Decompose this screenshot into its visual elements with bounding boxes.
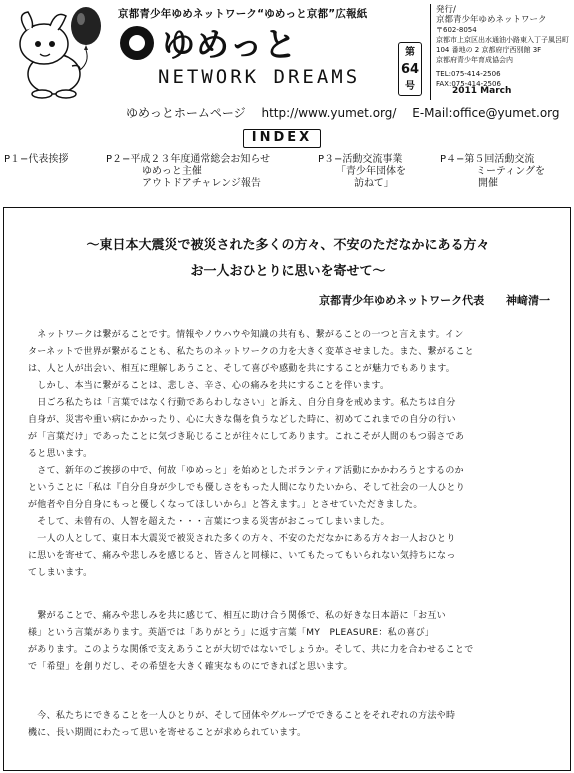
- publisher-label: 発行/: [436, 5, 456, 15]
- article-text-line: ターネットで世界が繋がることも、私たちのネットワークの力を大きく変革させました。また、繋がること: [28, 347, 474, 357]
- toc-item-line: アウトドアチャレンジ報告: [142, 178, 261, 189]
- article-text-line: そして、未曾有の、人智を超えた・・・言葉につまる災害がおこってしまいました。: [28, 517, 390, 527]
- article-text-line: ということに「私は『自分自身が少しでも優しさをもった人間になりたいから、そして社会の一人ひとり: [28, 483, 466, 493]
- toc-item-line: 開催: [478, 178, 498, 189]
- toc-item-p2[interactable]: [106, 154, 270, 190]
- article-text-line: ネットワークは繋がることです。情報やノウハウや知識の共有も、繋がることの一つと言えます。イン: [28, 330, 464, 340]
- article-author: [301, 292, 550, 308]
- issue-number-badge: [398, 42, 422, 96]
- author-org: 京都青少年ゆめネットワーク代表: [319, 294, 485, 307]
- email-link[interactable]: E-Mail:office@yumet.org: [412, 106, 560, 120]
- article-text-line: は、人と人が出会い、相互に理解しあうこと、そして喜びや感動を共にすることが魅力でもあります。: [28, 364, 456, 374]
- toc-item-line: P３−活動交流事業: [318, 154, 403, 165]
- logo-mark-icon: [120, 26, 154, 60]
- index-heading: INDEX: [243, 129, 321, 148]
- article-paragraph: [28, 608, 548, 676]
- toc-item-line: P４−第５回活動交流: [440, 154, 535, 165]
- toc-item-line: ミーティングを: [476, 166, 545, 177]
- publisher-address-3: 京都府青少年育成協会内: [436, 56, 513, 64]
- homepage-line: [126, 104, 570, 121]
- article-text-line: ると思います。: [28, 449, 93, 459]
- toc-item-p4[interactable]: [440, 154, 545, 190]
- article-text-line: が他者や自分自身にもっと優しくなってほしいから』と答えます。」とさせていただきました。: [28, 500, 423, 510]
- header-divider: [430, 4, 431, 100]
- toc-item-line: ゆめっと主催: [142, 166, 202, 177]
- publisher-address-2: 104 番地の 2 京都府庁西別館 3F: [436, 46, 542, 54]
- article-text-line: てしまいます。: [28, 568, 93, 578]
- issue-date: 2011 March: [452, 86, 512, 96]
- author-name: 神﨑清一: [506, 294, 550, 307]
- article-paragraph: [28, 327, 548, 582]
- article-text-line: 様」という言葉があります。英語では「ありがとう」に返す言葉「MY PLEASURE：私の喜び」: [28, 628, 435, 638]
- article-text-line: に思いを寄せて、痛みや悲しみを感じると、皆さんと同様に、いてもたってもいられない気持ちになっ: [28, 551, 456, 561]
- publisher-postal: 〒602-8054: [436, 26, 477, 34]
- article-text-line: 機に、長い期間にわたって思いを寄せることが求められています。: [28, 728, 307, 738]
- mascot-illustration: [6, 4, 114, 100]
- article-title-line-2: お一人おひとりに思いを寄せて〜: [190, 264, 386, 279]
- article-box: [3, 207, 571, 771]
- article-text-line: 日ごろ私たちは「言葉ではなく行動であらわしなさい」と訴え、自分自身を戒めます。私たちは自分: [28, 398, 456, 408]
- article-text-line: で「希望」を創りだし、その希望を大きく確実なものにできればと思います。: [28, 662, 353, 672]
- publisher-address-1: 京都市上京区出水通油小路東入丁子風呂町: [436, 36, 569, 44]
- article-text-line: が「言葉だけ」であったことに気づき恥じることが往々にしてあります。これこそが人間のもつ弱さであ: [28, 432, 465, 442]
- newsletter-subtitle: 京都青少年ゆめネットワーク“ゆめっと京都”広報紙: [118, 8, 368, 20]
- article-text-line: 繋がることで、痛みや悲しみを共に感じて、相互に助け合う関係で、私の好きな日本語に「お互い: [28, 611, 446, 621]
- article-paragraph: [28, 708, 548, 742]
- homepage-url-link[interactable]: http://www.yumet.org/: [261, 106, 397, 120]
- article-text-line: があります。このような関係で支えあうことが大切ではないでしょうか。そして、共に力を合わせることで: [28, 645, 474, 655]
- publisher-name: 京都青少年ゆめネットワーク: [436, 15, 547, 25]
- issue-number: 64: [400, 62, 420, 77]
- logo-japanese: ゆめっと: [162, 25, 298, 64]
- article-text-line: 一人の人として、東日本大震災で被災された多くの方々、不安のただなかにある方々お一人おひとり: [28, 534, 456, 544]
- article-text-line: さて、新年のご挨拶の中で、何故「ゆめっと」を始めとしたボランティア活動にかかわろうとするのか: [28, 466, 464, 476]
- issue-suffix: 号: [405, 81, 415, 92]
- toc-item-p3[interactable]: [318, 154, 406, 190]
- logo-english: NETWORK DREAMS: [158, 66, 361, 88]
- toc-item-line: P１−代表挨拶: [4, 154, 69, 165]
- issue-prefix: 第: [405, 47, 415, 58]
- homepage-label: ゆめっとホームページ: [126, 106, 246, 120]
- toc-item-line: P２−平成２３年度通常総会お知らせ: [106, 154, 271, 165]
- toc-item-line: 訪ねて」: [354, 178, 394, 189]
- article-text-line: 今、私たちにできることを一人ひとりが、そして団体やグループでできることをそれぞれの方法や時: [28, 711, 456, 721]
- publisher-fax: FAX:075-414-2506: [436, 80, 501, 88]
- toc-item-line: 「青少年団体を: [336, 166, 406, 177]
- article-title-line-1: 〜東日本大震災で被災された多くの方々、不安のただなかにある方々: [86, 238, 490, 253]
- publisher-info: [436, 5, 569, 89]
- publisher-tel: TEL:075-414-2506: [436, 70, 501, 78]
- article-text-line: 自身が、災害や重い病にかかったり、心に大きな傷を負うなどした時に、初めてこれまでの自分の行い: [28, 415, 456, 425]
- toc-item-p1[interactable]: [4, 154, 68, 166]
- article-text-line: しかし、本当に繋がることは、悲しさ、辛さ、心の痛みを共にすることを伴います。: [28, 381, 390, 391]
